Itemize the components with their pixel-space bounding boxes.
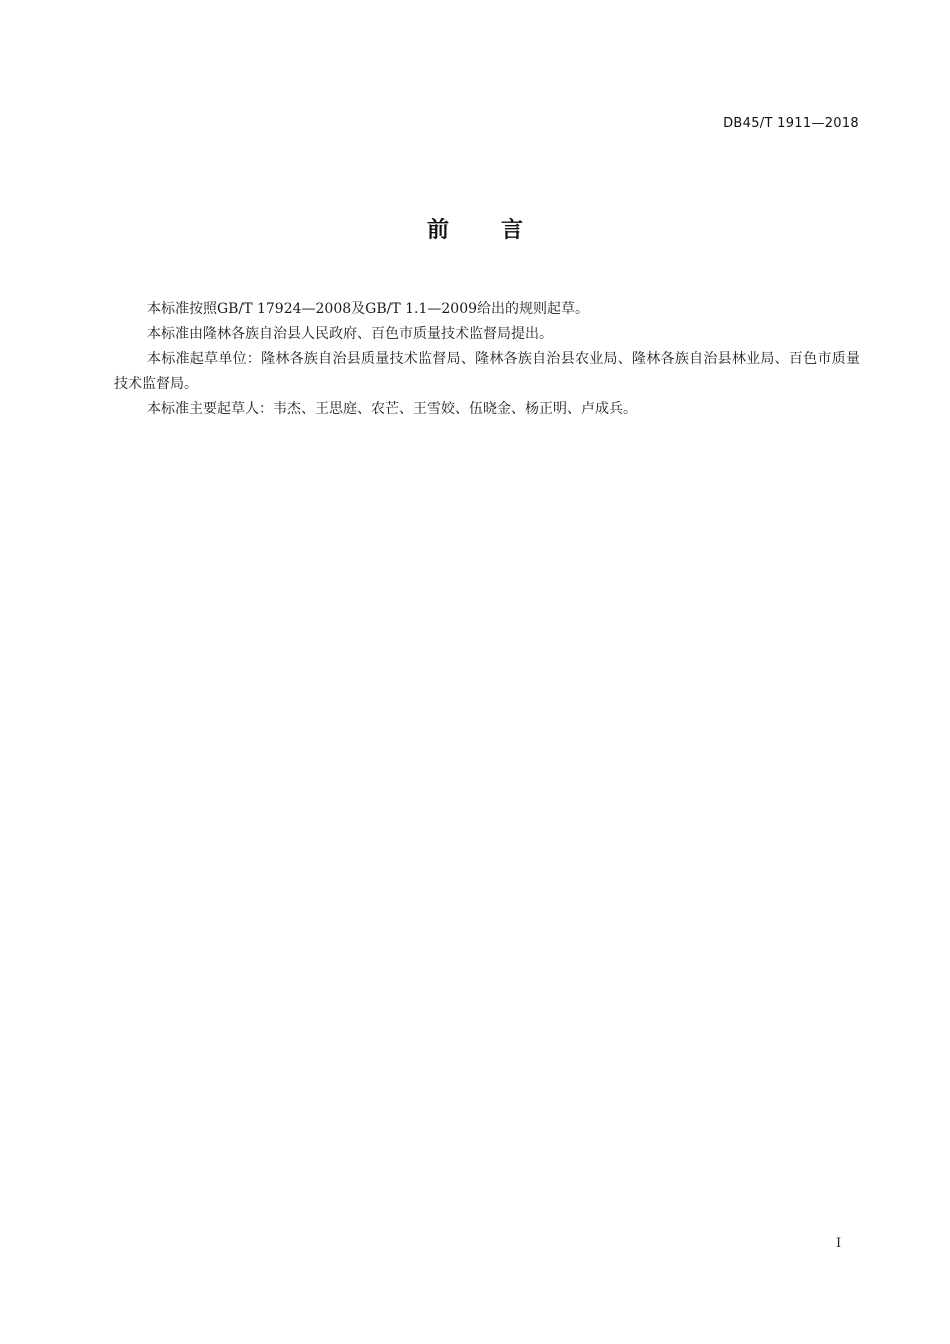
paragraph-proposer: 本标准由隆林各族自治县人民政府、百色市质量技术监督局提出。 [147,326,553,342]
page-title: 前言 [426,218,575,243]
paragraph-drafters: 本标准主要起草人：韦杰、王思庭、农芒、王雪姣、伍晓金、杨正明、卢成兵。 [147,401,637,417]
document-code: DB45/T 1911—2018 [723,116,859,131]
foreword-body [114,297,860,422]
paragraph-drafting-units: 本标准起草单位：隆林各族自治县质量技术监督局、隆林各族自治县农业局、隆林各族自治县林业局、百色市质量技术监督局。 [114,351,860,392]
page-number: I [836,1236,842,1251]
paragraph-drafting-rules: 本标准按照GB/T 17924—2008及GB/T 1.1—2009给出的规则起草。 [147,301,590,317]
